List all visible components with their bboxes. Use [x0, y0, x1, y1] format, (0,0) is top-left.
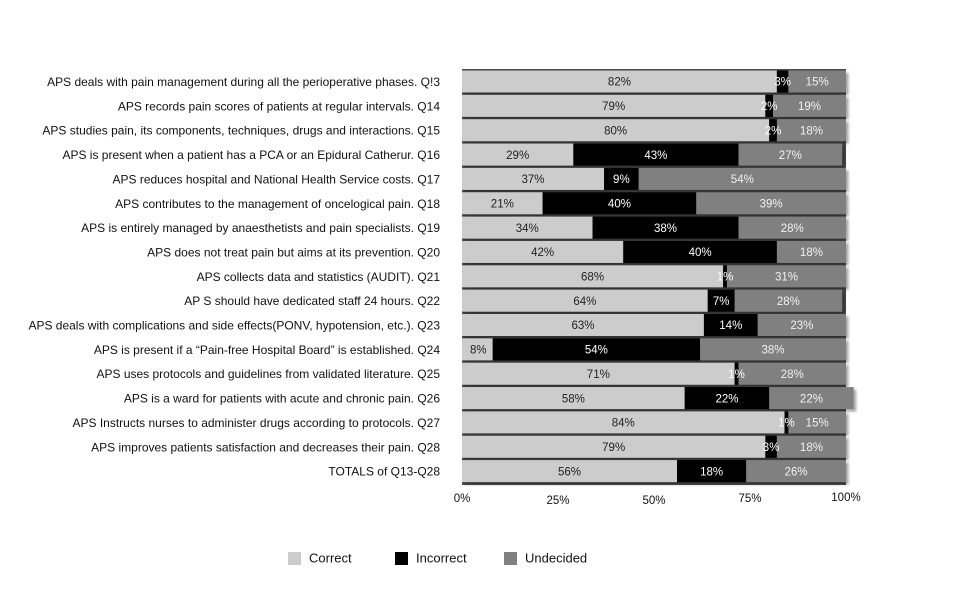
data-label-undecided: 31% — [774, 271, 798, 284]
plot-area — [462, 69, 854, 485]
legend-item-correct — [288, 551, 352, 566]
data-label-incorrect: 54% — [584, 344, 608, 357]
data-label-correct: 82% — [607, 76, 631, 89]
data-label-undecided: 19% — [798, 101, 822, 114]
bar-row — [462, 119, 846, 141]
data-label-correct: 71% — [586, 368, 610, 381]
data-label-correct: 63% — [571, 320, 595, 333]
category-label: APS reduces hospital and National Health Service costs. Q17 — [112, 172, 440, 187]
data-label-incorrect: 1% — [728, 368, 745, 381]
data-label-incorrect: 43% — [644, 149, 668, 162]
bar-row — [462, 192, 846, 214]
data-label-correct: 79% — [602, 101, 626, 114]
x-tick-label: 0% — [453, 493, 471, 505]
bar-row — [462, 314, 846, 336]
data-label-incorrect: 7% — [712, 295, 730, 308]
legend-item-undecided — [504, 551, 587, 566]
category-label: APS deals with complications and side effects(PONV, hypotension, etc.). Q23 — [28, 318, 440, 333]
data-label-undecided: 38% — [761, 344, 785, 357]
data-label-incorrect: 22% — [715, 393, 739, 406]
data-label-correct: 42% — [531, 247, 555, 260]
data-label-incorrect: 14% — [719, 320, 743, 333]
legend-swatch — [504, 552, 517, 565]
data-label-incorrect: 2% — [764, 125, 782, 138]
data-label-correct: 58% — [561, 393, 585, 406]
legend-item-incorrect — [395, 551, 467, 566]
data-label-correct: 64% — [573, 295, 597, 308]
data-label-undecided: 28% — [780, 222, 804, 235]
data-label-incorrect: 1% — [778, 417, 795, 430]
data-label-undecided: 18% — [799, 441, 823, 454]
bar-row — [462, 338, 846, 360]
legend-swatch — [395, 552, 408, 565]
x-tick-label: 100% — [831, 492, 861, 504]
data-label-incorrect: 18% — [700, 466, 724, 479]
data-label-undecided: 39% — [759, 198, 783, 211]
category-label: APS uses protocols and guidelines from validated literature. Q25 — [96, 367, 440, 382]
bar-row — [462, 436, 846, 458]
data-label-incorrect: 2% — [760, 101, 778, 114]
data-label-incorrect: 9% — [613, 174, 630, 187]
category-label: APS contributes to the management of oncelogical pain. Q18 — [115, 196, 440, 211]
data-label-incorrect: 3% — [774, 76, 791, 89]
data-label-undecided: 18% — [799, 247, 823, 260]
category-label: APS does not treat pain but aims at its prevention. Q20 — [147, 245, 440, 260]
data-label-incorrect: 38% — [654, 222, 678, 235]
category-label: APS is a ward for patients with acute and chronic pain. Q26 — [123, 391, 440, 406]
data-label-correct: 37% — [521, 174, 545, 187]
category-label: APS improves patients satisfaction and decreases their pain. Q28 — [91, 440, 440, 455]
data-label-undecided: 22% — [799, 393, 823, 406]
data-label-correct: 68% — [581, 271, 605, 284]
category-label: APS is entirely managed by anaesthetists and pain specialists. Q19 — [81, 221, 440, 236]
data-label-undecided: 15% — [805, 76, 829, 89]
bar-row — [462, 241, 846, 263]
data-label-undecided: 27% — [778, 149, 802, 162]
category-labels — [28, 75, 440, 479]
data-label-correct: 34% — [515, 222, 539, 235]
category-label: APS Instructs nurses to administer drugs according to protocols. Q27 — [72, 415, 440, 430]
legend-label: Incorrect — [416, 550, 467, 566]
legend — [288, 551, 587, 566]
x-tick-label: 25% — [546, 495, 570, 507]
data-label-undecided: 15% — [805, 417, 829, 430]
data-label-undecided: 26% — [784, 466, 808, 479]
category-label: APS collects data and statistics (AUDIT). Q21 — [196, 269, 440, 284]
category-label: TOTALS of Q13-Q28 — [328, 464, 440, 479]
data-label-correct: 84% — [611, 417, 635, 430]
legend-label: Correct — [309, 550, 352, 566]
data-label-correct: 56% — [558, 466, 582, 479]
data-label-undecided: 18% — [799, 125, 823, 138]
bar-row — [462, 387, 854, 409]
bar-row — [462, 95, 846, 117]
category-label: APS is present when a patient has a PCA or an Epidural Catherur. Q16 — [62, 148, 440, 163]
category-label: AP S should have dedicated staff 24 hours. Q22 — [184, 294, 440, 309]
data-label-correct: 8% — [470, 344, 487, 357]
data-label-incorrect: 1% — [716, 271, 734, 284]
data-label-undecided: 23% — [790, 320, 814, 333]
data-label-incorrect: 40% — [607, 198, 631, 211]
legend-swatch — [288, 552, 301, 565]
data-label-undecided: 28% — [776, 295, 800, 308]
data-label-correct: 21% — [490, 198, 514, 211]
category-label: APS is present if a “Pain-free Hospital Board” is established. Q24 — [93, 342, 440, 357]
data-label-correct: 29% — [506, 149, 530, 162]
data-label-correct: 80% — [604, 125, 628, 138]
data-label-incorrect: 3% — [762, 441, 780, 454]
x-axis — [454, 492, 861, 507]
data-label-undecided: 54% — [730, 174, 754, 187]
bar-row — [462, 168, 846, 190]
x-tick-label: 50% — [642, 495, 666, 507]
data-label-undecided: 28% — [780, 368, 804, 381]
category-label: APS deals with pain management during all the perioperative phases. Q!3 — [47, 75, 440, 89]
legend-label: Undecided — [525, 550, 588, 566]
category-label: APS studies pain, its components, techniques, drugs and interactions. Q15 — [42, 123, 440, 138]
data-label-incorrect: 40% — [688, 247, 712, 260]
data-label-correct: 79% — [602, 441, 626, 454]
x-tick-label: 75% — [738, 493, 762, 505]
category-label: APS records pain scores of patients at regular intervals. Q14 — [117, 99, 440, 114]
